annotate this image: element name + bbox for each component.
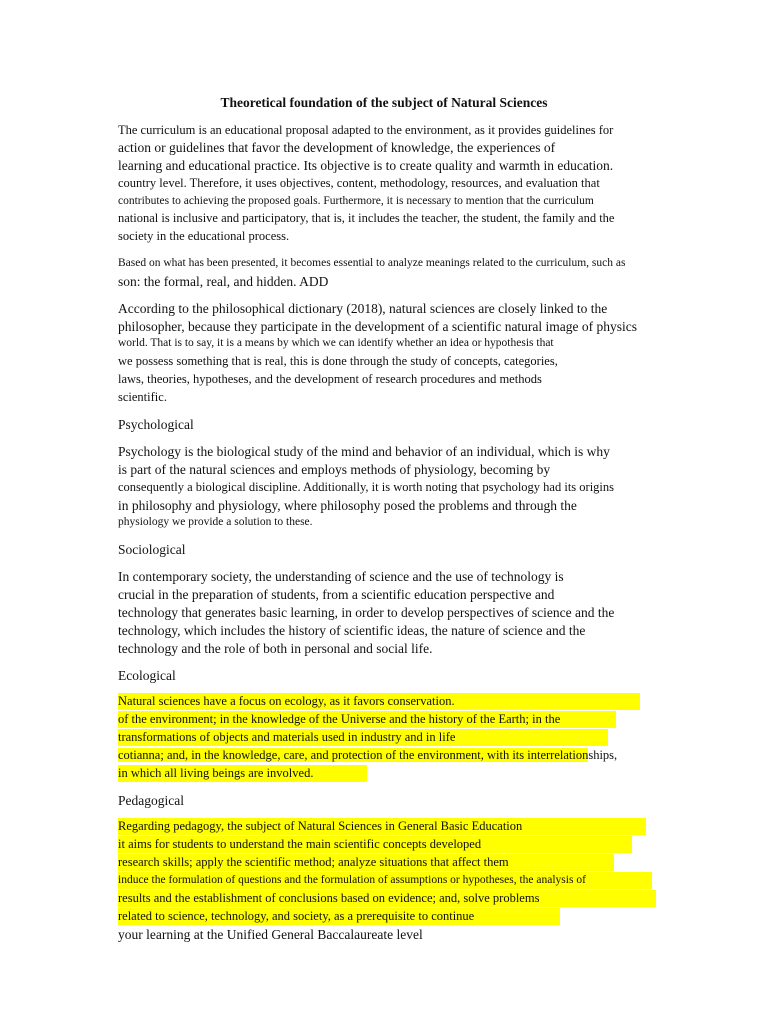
ecological-highlighted-line: cotianna; and, in the knowledge, care, and protection of the environment, with its interrelation [118, 748, 589, 762]
pedagogical-highlighted-line: results and the establishment of conclusions based on evidence; and, solve problems [118, 890, 656, 907]
pedagogical-highlighted-line: research skills; apply the scientific method; analyze situations that affect them [118, 854, 614, 871]
pedagogical-highlighted-line: it aims for students to understand the main scientific concepts developed [118, 836, 632, 853]
document-title: Theoretical foundation of the subject of Natural Sciences [220, 95, 548, 110]
psychological-line: physiology we provide a solution to these. [118, 516, 313, 528]
ecological-line-tail: ships, [588, 748, 618, 762]
sociological-line: technology that generates basic learning, in order to develop perspectives of science and the [118, 605, 615, 620]
psychological-line: in philosophy and physiology, where philosophy posed the problems and through the [118, 498, 577, 513]
pedagogical-line: your learning at the Unified General Baccalaureate level [118, 927, 423, 942]
ecological-heading: Ecological [118, 668, 176, 683]
pedagogical-highlighted-line: Regarding pedagogy, the subject of Natural Sciences in General Basic Education [118, 818, 646, 835]
pedagogical-highlighted-line: induce the formulation of questions and the formulation of assumptions or hypotheses, the analysis of [118, 872, 652, 889]
sociological-line: technology, which includes the history of scientific ideas, the nature of science and the [118, 623, 586, 638]
philosophical-line: world. That is to say, it is a means by which we can identify whether an idea or hypothesis that [118, 337, 554, 349]
philosophical-line: According to the philosophical dictionary (2018), natural sciences are closely linked to the [118, 301, 608, 316]
intro-line: contributes to achieving the proposed goals. Furthermore, it is necessary to mention that the curriculum [118, 195, 594, 207]
intro-line: national is inclusive and participatory, that is, it includes the teacher, the student, the family and the [118, 211, 615, 225]
intro-line: The curriculum is an educational proposal adapted to the environment, as it provides guidelines for [118, 123, 614, 137]
psychological-line: Psychology is the biological study of the mind and behavior of an individual, which is why [118, 444, 610, 459]
sociological-heading: Sociological [118, 542, 186, 557]
pedagogical-highlighted-line: related to science, technology, and society, as a prerequisite to continue [118, 908, 560, 925]
ecological-highlighted-line: in which all living beings are involved. [118, 765, 367, 782]
philosophical-line: scientific. [118, 390, 167, 404]
philosophical-line: we possess something that is real, this is done through the study of concepts, categories, [118, 354, 558, 368]
intro-line: society in the educational process. [118, 229, 290, 243]
sociological-line: technology and the role of both in personal and social life. [118, 641, 433, 656]
based-line: Based on what has been presented, it becomes essential to analyze meanings related to the curriculum, such as [118, 257, 626, 269]
ecological-line-wrapper [118, 747, 617, 764]
psychological-line: consequently a biological discipline. Additionally, it is worth noting that psychology had its origins [118, 480, 615, 494]
psychological-heading: Psychological [118, 417, 194, 432]
ecological-highlighted-line: Natural sciences have a focus on ecology, as it favors conservation. [118, 693, 640, 710]
sociological-line: In contemporary society, the understanding of science and the use of technology is [118, 569, 564, 584]
intro-line: country level. Therefore, it uses objectives, content, methodology, resources, and evaluation that [118, 176, 600, 190]
psychological-line: is part of the natural sciences and employs methods of physiology, becoming by [118, 462, 551, 477]
pedagogical-heading: Pedagogical [118, 793, 184, 808]
sociological-line: crucial in the preparation of students, from a scientific education perspective and [118, 587, 555, 602]
philosophical-line: philosopher, because they participate in the development of a scientific natural image of physics [118, 319, 638, 334]
ecological-highlighted-line: transformations of objects and materials used in industry and in life [118, 729, 608, 746]
philosophical-line: laws, theories, hypotheses, and the development of research procedures and methods [118, 372, 542, 386]
intro-line: learning and educational practice. Its objective is to create quality and warmth in education. [118, 158, 614, 173]
intro-line: action or guidelines that favor the development of knowledge, the experiences of [118, 140, 556, 155]
ecological-highlighted-line: of the environment; in the knowledge of the Universe and the history of the Earth; in the [118, 711, 616, 728]
based-line: son: the formal, real, and hidden. ADD [118, 274, 329, 289]
